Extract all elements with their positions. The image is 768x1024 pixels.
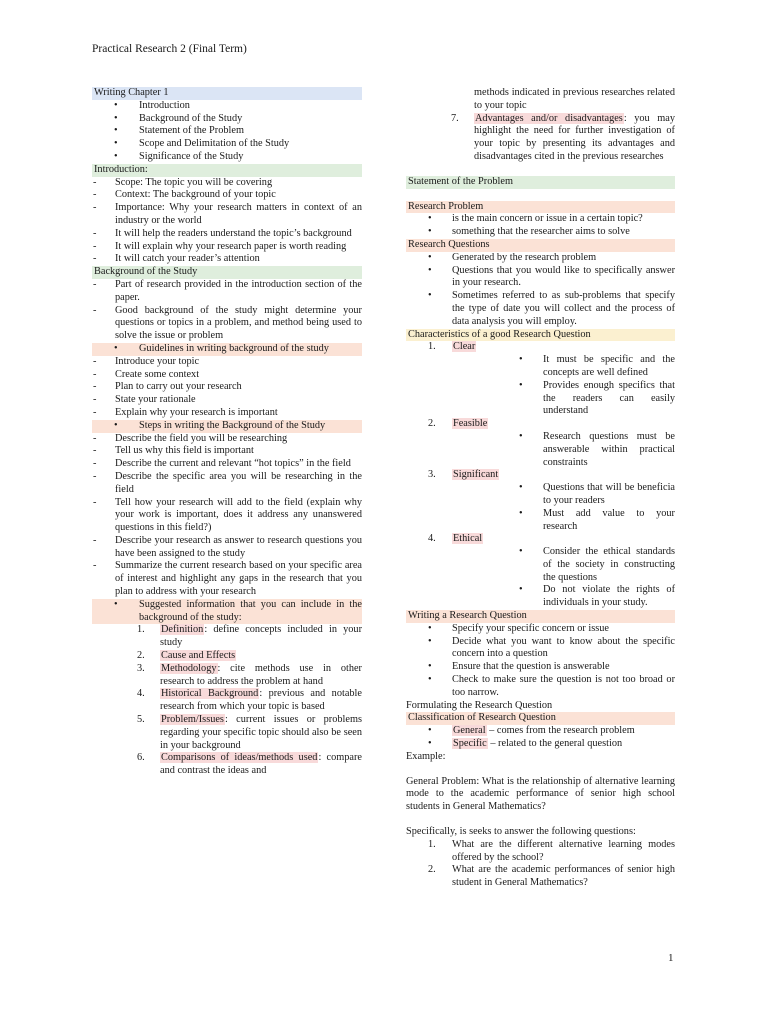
- chapter-list: [92, 100, 362, 164]
- list-item: 5. Problem/Issues: current issues or problems regarding your specific topic should also be seen in your background: [137, 714, 362, 751]
- left-column: [92, 87, 362, 778]
- background-list: [92, 279, 362, 343]
- list-item: - It will catch your reader’s attention: [93, 253, 260, 265]
- list-item: • Research questions must be answerable within practical constraints: [406, 431, 675, 469]
- list-item: • Background of the Study: [92, 113, 362, 126]
- bullet-icon: •: [114, 150, 118, 162]
- list-item: • Specific – related to the general question: [406, 738, 675, 751]
- term-label: Problem/Issues: [161, 714, 224, 726]
- bullet-icon: •: [114, 125, 118, 137]
- list-item: • Must add value to your research: [406, 508, 675, 534]
- bullet-icon: •: [519, 584, 523, 596]
- bullet-icon: •: [519, 507, 523, 519]
- dash-icon: -: [93, 496, 97, 508]
- bullet-icon: •: [519, 379, 523, 391]
- list-item: - It will explain why your research paper is worth reading: [93, 240, 347, 252]
- list-item: • General – comes from the research problem: [406, 725, 675, 738]
- formulating-label: Formulating the Research Question: [406, 699, 553, 711]
- list-item: - Describe the field you will be researching: [93, 432, 288, 444]
- list-item: 4. Historical Background: previous and notable research from which your topic is based: [137, 688, 362, 713]
- list-item: • Check to make sure the question is not too broad or too narrow.: [406, 674, 675, 700]
- bullet-icon: •: [114, 419, 118, 431]
- intro-heading: Introduction:: [92, 164, 362, 177]
- bullet-icon: •: [428, 226, 432, 238]
- bullet-icon: •: [428, 264, 432, 276]
- bullet-icon: •: [519, 482, 523, 494]
- list-item: - Summarize the current research based on your specific area of interest and highlight any gaps in the research that you plan to address with your research: [93, 560, 362, 598]
- list-item: • Do not violate the rights of individuals in your study.: [406, 584, 675, 610]
- bullet-icon: •: [114, 342, 118, 354]
- dash-icon: -: [93, 227, 97, 239]
- bullet-icon: •: [428, 725, 432, 737]
- chapter-heading: Writing Chapter 1: [92, 87, 362, 100]
- list-item: - Introduce your topic: [93, 355, 200, 367]
- steps-heading: • Steps in writing the Background of the Study: [92, 420, 362, 433]
- page-number: 1: [668, 952, 674, 964]
- term-label: Specific: [453, 738, 487, 750]
- list-item: - Part of research provided in the introduction section of the paper.: [93, 278, 362, 303]
- bullet-icon: •: [428, 213, 432, 225]
- bullet-icon: •: [519, 430, 523, 442]
- term-label: Definition: [161, 624, 204, 636]
- research-problem-heading: Research Problem: [406, 201, 675, 214]
- bullet-icon: •: [114, 112, 118, 124]
- list-item: - Create some context: [93, 368, 200, 380]
- term-label: Comparisons of ideas/methods used: [161, 752, 318, 764]
- list-item: - Tell us why this field is important: [93, 445, 254, 457]
- list-item: - It will help the readers understand the topic’s background: [93, 227, 352, 239]
- dash-icon: -: [93, 355, 97, 367]
- bullet-icon: •: [428, 622, 432, 634]
- continued-text: methods indicated in previous researches related to your topic: [474, 87, 675, 111]
- characteristic-name: Significant: [453, 469, 499, 481]
- list-item: • Ensure that the question is answerable: [406, 661, 675, 674]
- dash-icon: -: [93, 253, 97, 265]
- research-questions-heading: Research Questions: [406, 239, 675, 252]
- term-label: General: [453, 725, 486, 737]
- specifically-text: Specifically, is seeks to answer the following questions:: [406, 826, 636, 838]
- list-item: 2. What are the academic performances of senior high student in General Mathematics?: [428, 864, 675, 889]
- guidelines-heading: • Guidelines in writing background of the study: [92, 343, 362, 356]
- dash-icon: -: [93, 470, 97, 482]
- dash-icon: -: [93, 445, 97, 457]
- list-item: • Provides enough specifics that the readers can easily understand: [406, 380, 675, 418]
- list-item: - Explain why your research is important: [93, 406, 278, 418]
- list-item: - Plan to carry out your research: [93, 381, 242, 393]
- bullet-icon: •: [428, 635, 432, 647]
- list-item: • Questions that you would like to specifically answer in your research.: [406, 265, 675, 291]
- example-label: Example:: [406, 750, 446, 762]
- bullet-icon: •: [519, 354, 523, 366]
- dash-icon: -: [93, 560, 97, 572]
- dash-icon: -: [93, 394, 97, 406]
- list-item: 3. Methodology: cite methods use in other research to address the problem at hand: [137, 662, 362, 687]
- list-item: • Decide what you want to know about the specific concern into a question: [406, 636, 675, 662]
- suggested-list: [92, 624, 362, 778]
- dash-icon: -: [93, 381, 97, 393]
- dash-icon: -: [93, 432, 97, 444]
- bullet-icon: •: [114, 598, 118, 610]
- list-item: 1. What are the different alternative learning modes offered by the school?: [428, 838, 675, 863]
- characteristic-name: Clear: [453, 341, 476, 353]
- writing-question-heading: Writing a Research Question: [406, 610, 675, 623]
- bullet-icon: •: [428, 251, 432, 263]
- list-item: • Introduction: [92, 100, 362, 113]
- characteristic-name: Feasible: [453, 418, 488, 430]
- list-item: - Describe the current and relevant “hot topics” in the field: [93, 458, 351, 470]
- bullet-icon: •: [428, 290, 432, 302]
- bullet-icon: •: [428, 738, 432, 750]
- dash-icon: -: [93, 368, 97, 380]
- background-heading: Background of the Study: [92, 266, 362, 279]
- list-item: • Statement of the Problem: [92, 125, 362, 138]
- list-item: - Context: The background of your topic: [93, 189, 276, 201]
- list-item: • Consider the ethical standards of the society in constructing the questions: [406, 546, 675, 584]
- list-item: • Significance of the Study: [92, 151, 362, 164]
- dash-icon: -: [93, 189, 97, 201]
- general-problem-text: General Problem: What is the relationship of alternative learning mode to the academic performance of senior high school students in General Mathematics?: [406, 775, 675, 813]
- term-label: Cause and Effects: [161, 650, 236, 662]
- bullet-icon: •: [428, 661, 432, 673]
- list-item: • Questions that will be beneficia to your readers: [406, 482, 675, 508]
- list-item: - Scope: The topic you will be covering: [93, 176, 273, 188]
- list-item: 1. Definition: define concepts included in your study: [137, 624, 362, 649]
- list-item: • Sometimes referred to as sub-problems that specify the type of date you will collect and the process of data analysis you will employ.: [406, 290, 675, 328]
- steps-list: [92, 433, 362, 599]
- dash-icon: -: [93, 304, 97, 316]
- list-item: • Scope and Delimitation of the Study: [92, 138, 362, 151]
- bullet-icon: •: [114, 99, 118, 111]
- characteristic-item: 4. Ethical: [428, 533, 483, 545]
- suggested-heading: • Suggested information that you can include in the background of the study:: [92, 599, 362, 625]
- classification-heading: Classification of Research Question: [406, 712, 675, 725]
- list-item: • something that the researcher aims to solve: [406, 226, 675, 239]
- bullet-icon: •: [114, 138, 118, 150]
- list-item: - Good background of the study might determine your questions or topics in a problem, and method being used to solve the issue or problem: [93, 304, 362, 342]
- list-item: - Importance: Why your research matters in context of an industry or the world: [93, 202, 362, 226]
- list-item: 7. Advantages and/or disadvantages: you may highlight the need for further investigation of your topic by presenting its advantages and disadvantages cited in the previous researches: [451, 112, 676, 162]
- bullet-icon: •: [519, 546, 523, 558]
- bullet-icon: •: [428, 674, 432, 686]
- list-item: 6. Comparisons of ideas/methods used: compare and contrast the ideas and: [137, 752, 362, 777]
- list-item: • It must be specific and the concepts are well defined: [406, 354, 675, 380]
- list-item: - Describe the specific area you will be researching in the field: [93, 470, 362, 495]
- list-item: - Tell how your research will add to the field (explain why your work is important, does it address any unanswered questions in this field?): [93, 496, 362, 534]
- characteristics-heading: Characteristics of a good Research Question: [406, 329, 675, 342]
- dash-icon: -: [93, 278, 97, 290]
- list-item: • Generated by the research problem: [406, 252, 675, 265]
- dash-icon: -: [93, 406, 97, 418]
- characteristic-item: 1. Clear: [428, 341, 476, 353]
- dash-icon: -: [93, 202, 97, 214]
- term-label: Advantages and/or disadvantages: [475, 112, 623, 124]
- guidelines-list: [92, 356, 362, 420]
- dash-icon: -: [93, 176, 97, 188]
- dash-icon: -: [93, 458, 97, 470]
- list-item: • Specify your specific concern or issue: [406, 623, 675, 636]
- dash-icon: -: [93, 534, 97, 546]
- list-item: 2. Cause and Effects: [137, 650, 236, 662]
- list-item: • is the main concern or issue in a certain topic?: [406, 213, 675, 226]
- intro-list: [92, 177, 362, 267]
- characteristic-name: Ethical: [453, 533, 483, 545]
- characteristic-item: 2. Feasible: [428, 418, 488, 430]
- statement-problem-heading: Statement of the Problem: [406, 176, 675, 189]
- term-label: Historical Background: [161, 688, 259, 700]
- characteristic-item: 3. Significant: [428, 469, 499, 481]
- page-header: Practical Research 2 (Final Term): [92, 43, 247, 55]
- dash-icon: -: [93, 240, 97, 252]
- right-column: [406, 87, 675, 890]
- list-item: - State your rationale: [93, 394, 196, 406]
- term-label: Methodology: [161, 662, 217, 674]
- list-item: - Describe your research as answer to research questions you have been assigned to the study: [93, 534, 362, 559]
